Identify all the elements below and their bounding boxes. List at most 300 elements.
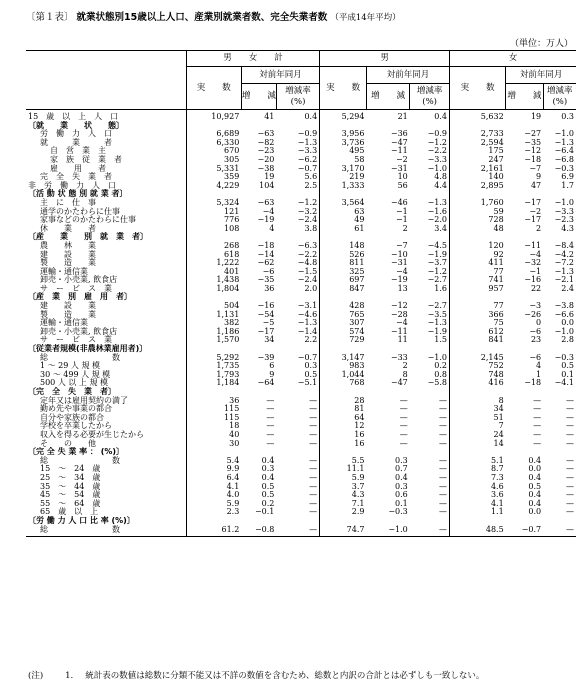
table-cell: −19 <box>390 275 408 285</box>
table-cell: −4.8 <box>297 258 318 268</box>
table-cell: 2.2 <box>304 335 318 345</box>
table-cell: −1.3 <box>554 266 574 276</box>
table-cell: 1,186 <box>186 328 241 337</box>
table-cell: — <box>566 524 574 534</box>
table-cell: 1,793 <box>186 371 241 380</box>
table-cell: 18 <box>186 422 241 431</box>
table-cell: 1,044 <box>320 371 367 380</box>
header-change-total: 増 減 <box>241 84 276 110</box>
table-cell: 74.7 <box>320 526 367 537</box>
table-cell: −12 <box>390 301 408 311</box>
table-cell: 5,331 <box>186 165 241 174</box>
table-cell: 5.5 <box>320 457 367 466</box>
table-cell: 40 <box>186 431 241 440</box>
table-cell: −8.4 <box>554 240 574 250</box>
table-cell: −14 <box>257 249 275 259</box>
table-cell: 8 <box>402 369 408 379</box>
table-cell: 0.5 <box>261 490 275 500</box>
table-cell: 2.8 <box>561 335 574 345</box>
table-cell: 2 <box>402 223 408 233</box>
table-cell: 1.7 <box>561 180 574 190</box>
section-label: 〔活 動 状 態 別 就 業 者〕 <box>28 189 128 199</box>
table-cell: 0.0 <box>528 464 542 474</box>
table-cell: — <box>566 481 574 491</box>
table-cell: 3.7 <box>320 483 367 492</box>
table-cell: −3.3 <box>297 146 318 156</box>
row-label: 総 数 <box>40 524 120 534</box>
table-cell: −5.1 <box>297 378 318 388</box>
table-cell: — <box>439 524 448 534</box>
table-cell: 411 <box>450 259 506 268</box>
table-cell: 4 <box>269 223 275 233</box>
table-cell: 120 <box>450 242 506 251</box>
table-cell: −6.2 <box>297 154 318 164</box>
table-cell: −0.9 <box>427 129 448 139</box>
table-cell: −6 <box>262 266 275 276</box>
table-cell: — <box>309 498 318 508</box>
table-cell: −0.7 <box>521 524 542 534</box>
table-cell: −7.2 <box>554 258 574 268</box>
table-cell: 0.0 <box>561 318 574 328</box>
table-cell: 115 <box>186 414 241 423</box>
table-cell: 49 <box>320 216 367 225</box>
table-cell: 526 <box>320 251 367 260</box>
table-cell: 0.1 <box>395 498 408 508</box>
row-label: 定年又は雇用契約の満了 <box>40 395 128 405</box>
row-label: 25 〜 34 歳 <box>40 472 101 482</box>
table-cell: 2,895 <box>450 182 506 191</box>
table-cell: 34 <box>264 335 275 345</box>
table-cell: 697 <box>320 276 367 285</box>
table-cell: −4 <box>395 266 408 276</box>
table-cell: −35 <box>257 275 275 285</box>
row-label: 運輸・通信業 <box>40 266 88 276</box>
table-cell: 22 <box>530 283 542 293</box>
table-cell: — <box>309 507 318 517</box>
table-cell: −0.7 <box>297 352 318 362</box>
table-cell: −20 <box>257 154 275 164</box>
table-cell: 0.5 <box>528 481 542 491</box>
header-blank <box>26 51 186 110</box>
row-label: サ ー ビ ス 業 <box>40 283 112 293</box>
table-cell: 41 <box>264 112 275 121</box>
table-cell: — <box>309 438 318 448</box>
row-label: 製 造 業 <box>40 309 96 319</box>
row-label: 建 設 業 <box>40 249 96 259</box>
table-cell: −4.5 <box>427 240 448 250</box>
row-label: 非 労 働 力 人 口 <box>28 180 116 190</box>
table-cell: — <box>566 438 574 448</box>
footnote-prefix: (注) <box>28 671 44 681</box>
header-actual-male: 実 数 <box>320 67 367 110</box>
table-cell: 4.3 <box>320 491 367 500</box>
table-cell: −1 <box>529 266 542 276</box>
table-cell: 2,594 <box>450 139 506 148</box>
table-cell: 36 <box>186 397 241 406</box>
table-cell: — <box>439 421 448 431</box>
table-cell: 5,292 <box>186 354 241 363</box>
table-cell: — <box>266 421 275 431</box>
table-cell: −2 <box>395 154 408 164</box>
table-cell: 5,632 <box>450 110 506 122</box>
table-cell: 776 <box>186 216 241 225</box>
row-label: 通学のかたわらに仕事 <box>40 206 120 216</box>
table-cell: 5,294 <box>320 110 367 122</box>
table-cell: 58 <box>320 156 367 165</box>
row-label: 30 〜 499 人 規 模 <box>40 369 111 379</box>
table-cell: −4.6 <box>297 309 318 319</box>
table-cell: 2,161 <box>450 165 506 174</box>
table-cell: 0.4 <box>528 472 542 482</box>
row-label: 製 造 業 <box>40 258 96 268</box>
row-label: 15 歳 以 上 人 口 <box>28 112 119 121</box>
table-cell: 1.6 <box>434 283 448 293</box>
table-cell: 5,324 <box>186 199 241 208</box>
table-cell: — <box>266 404 275 414</box>
table-cell: −1.3 <box>427 197 448 207</box>
table-cell: 48.5 <box>450 526 506 537</box>
table-cell: 618 <box>186 251 241 260</box>
table-cell: 1.1 <box>450 508 506 517</box>
table-cell: 3.8 <box>304 223 318 233</box>
table-cell: −2 <box>529 206 542 216</box>
table-cell: 2.5 <box>304 180 318 190</box>
table-cell: −1.9 <box>427 326 448 336</box>
table-cell: 0.5 <box>261 481 275 491</box>
table-cell: — <box>533 395 542 405</box>
table-cell: −3.5 <box>427 309 448 319</box>
table-cell: — <box>399 421 408 431</box>
table-cell: 0.3 <box>561 112 574 121</box>
table-cell: −0.8 <box>254 524 275 534</box>
table-cell: 811 <box>320 259 367 268</box>
table-cell: 10,927 <box>186 110 241 122</box>
table-title-period: （平成14年平均） <box>330 13 401 23</box>
table-cell: 0.7 <box>395 464 408 474</box>
table-cell: — <box>439 472 448 482</box>
table-cell: — <box>309 455 318 465</box>
table-cell: 0.6 <box>395 490 408 500</box>
row-label: 就 業 者 <box>40 137 112 147</box>
table-cell: 0.5 <box>561 361 574 371</box>
row-label: 勤め先や事業の都合 <box>40 404 112 414</box>
row-label: 農 林 業 <box>40 240 96 250</box>
table-cell: 13 <box>397 283 408 293</box>
table-cell: −18 <box>524 154 542 164</box>
table-cell: −1.0 <box>554 129 574 139</box>
table-cell: 4 <box>536 361 542 371</box>
table-cell: 8.7 <box>450 465 506 474</box>
table-cell: 2.4 <box>561 283 574 293</box>
table-cell: 416 <box>450 379 506 388</box>
table-cell: 3,147 <box>320 354 367 363</box>
header-actual-total: 実 数 <box>186 67 241 110</box>
row-label: 総 数 <box>40 352 120 362</box>
unit-label: （単位：万人） <box>509 39 573 49</box>
row-label: サ ー ビ ス 業 <box>40 335 112 345</box>
table-cell: — <box>309 412 318 422</box>
table-cell <box>450 388 506 397</box>
table-cell: −2.3 <box>554 215 574 225</box>
table-number: 〔第１表〕 <box>26 12 74 23</box>
table-cell: 0.3 <box>395 455 408 465</box>
table-cell: 5.9 <box>186 500 241 509</box>
table-cell: 1.5 <box>434 335 448 345</box>
table-cell: −36 <box>390 129 408 139</box>
table-cell: 24 <box>450 431 506 440</box>
table-cell: 2 <box>536 223 542 233</box>
table-cell: −38 <box>257 163 275 173</box>
table-cell: — <box>439 490 448 500</box>
row-label: 総 数 <box>40 455 120 465</box>
footnote-number: 1. <box>65 671 74 681</box>
table-cell: −2.1 <box>554 275 574 285</box>
table-cell: −11 <box>390 326 408 336</box>
header-yoy-female: 対前年同月 <box>506 67 576 84</box>
table-cell: 19 <box>264 172 275 182</box>
table-cell: −1.0 <box>388 524 408 534</box>
table-cell: −2.2 <box>297 249 318 259</box>
table-cell: 2,733 <box>450 130 506 139</box>
section-label: 〔就 業 状 態〕 <box>28 120 124 130</box>
table-cell: −10 <box>390 249 408 259</box>
table-cell: 1,222 <box>186 259 241 268</box>
header-change-female: 増 減 <box>506 84 543 110</box>
table-cell: 0.4 <box>304 112 318 121</box>
row-label: 自分や家族の都合 <box>40 412 104 422</box>
table-cell: 0.3 <box>395 481 408 491</box>
table-cell: 670 <box>186 147 241 156</box>
table-cell: −1.5 <box>297 266 318 276</box>
table-cell: — <box>566 507 574 517</box>
table-cell: — <box>309 524 318 534</box>
table-cell: 0.1 <box>561 369 574 379</box>
table-cell: −1.3 <box>297 137 318 147</box>
table-cell: — <box>566 412 574 422</box>
table-cell: 4.0 <box>186 491 241 500</box>
table-cell: 748 <box>450 371 506 380</box>
header-female: 女 <box>450 51 576 67</box>
table-cell: 6.4 <box>186 474 241 483</box>
table-cell: −1 <box>395 215 408 225</box>
table-cell: — <box>439 498 448 508</box>
table-cell: 56 <box>397 180 408 190</box>
table-cell: 1,438 <box>186 276 241 285</box>
table-cell: 121 <box>186 208 241 217</box>
table-cell: 148 <box>320 242 367 251</box>
table-cell: 4.8 <box>434 172 448 182</box>
table-cell: — <box>266 412 275 422</box>
row-label: 雇 用 者 <box>50 163 106 173</box>
row-label: 65 歳 以 上 <box>40 507 99 517</box>
table-cell: −7 <box>395 240 408 250</box>
header-change-male: 増 減 <box>366 84 409 110</box>
table-cell: — <box>309 464 318 474</box>
table-cell: −18 <box>524 378 542 388</box>
table-cell: 765 <box>320 311 367 320</box>
table-cell: −47 <box>390 378 408 388</box>
table-cell: 2.3 <box>186 508 241 517</box>
table-cell: 61 <box>320 225 367 234</box>
table-cell: 11 <box>397 335 408 345</box>
table-cell: — <box>533 404 542 414</box>
header-rate-male: 増減率 (%) <box>410 84 450 110</box>
table-cell: 428 <box>320 302 367 311</box>
table-cell: 382 <box>186 319 241 328</box>
table-cell: −32 <box>524 258 542 268</box>
table-cell: 366 <box>450 311 506 320</box>
table-cell: — <box>439 464 448 474</box>
table-row <box>26 526 576 537</box>
table-cell: 847 <box>320 285 367 294</box>
table-cell: — <box>566 498 574 508</box>
table-cell: — <box>566 395 574 405</box>
table-cell: 3,170 <box>320 165 367 174</box>
table-cell: −3.7 <box>427 258 448 268</box>
row-label: 35 〜 44 歳 <box>40 481 101 491</box>
table-cell: 4.1 <box>186 483 241 492</box>
table-cell: −39 <box>257 352 275 362</box>
table-cell: 7.1 <box>320 500 367 509</box>
table-cell: −2.7 <box>427 301 448 311</box>
section-label: 〔産 業 別 就 業 者〕 <box>28 232 148 242</box>
table-cell: — <box>399 404 408 414</box>
table-cell: 0.3 <box>304 361 318 371</box>
table-cell: −1.3 <box>427 318 448 328</box>
table-cell: −82 <box>257 137 275 147</box>
table-cell: 108 <box>186 225 241 234</box>
table-cell: 92 <box>450 251 506 260</box>
table-cell: −31 <box>390 258 408 268</box>
table-cell: −1.0 <box>427 163 448 173</box>
table-cell: — <box>566 490 574 500</box>
table-cell: 504 <box>186 302 241 311</box>
table-cell: — <box>566 429 574 439</box>
table-cell: 268 <box>186 242 241 251</box>
table-cell: 574 <box>320 328 367 337</box>
table-title-main: 就業状態別15歳以上人口、産業別就業者数、完全失業者数 <box>76 12 328 23</box>
table-cell: — <box>309 481 318 491</box>
table-cell: −1 <box>395 206 408 216</box>
row-label: 自 営 業 主 <box>50 146 106 156</box>
table-cell: 752 <box>450 362 506 371</box>
table-cell: 77 <box>450 268 506 277</box>
table-cell: 359 <box>186 173 241 182</box>
table-cell: −46 <box>390 197 408 207</box>
table-cell: — <box>566 472 574 482</box>
table-cell: 9.9 <box>186 465 241 474</box>
table-cell: 307 <box>320 319 367 328</box>
table-cell: −2.2 <box>427 146 448 156</box>
table-cell: −3 <box>529 301 542 311</box>
table-cell: −1.0 <box>554 197 574 207</box>
table-cell: −6.4 <box>554 146 574 156</box>
table-cell: 983 <box>320 362 367 371</box>
table-cell: 1 <box>536 369 542 379</box>
table-cell: −1.2 <box>427 137 448 147</box>
table-cell: — <box>399 438 408 448</box>
table-cell: −0.9 <box>297 129 318 139</box>
table-cell: 6,689 <box>186 130 241 139</box>
table-cell: 0.8 <box>434 369 448 379</box>
table-cell: 175 <box>450 147 506 156</box>
table-cell: 728 <box>450 216 506 225</box>
table-cell: 115 <box>186 405 241 414</box>
table-cell: — <box>266 438 275 448</box>
table-cell: 23 <box>530 335 542 345</box>
table-cell: −4 <box>262 206 275 216</box>
table-cell: −17 <box>257 326 275 336</box>
table-cell: 2,145 <box>450 354 506 363</box>
table-cell: −2.4 <box>297 275 318 285</box>
row-label: 45 〜 54 歳 <box>40 490 101 500</box>
table-cell: 5.1 <box>450 457 506 466</box>
table-cell: 841 <box>450 336 506 345</box>
section-label: 〔完 全 失 業 率 ： (%)〕 <box>28 447 125 457</box>
table-cell: 957 <box>450 285 506 294</box>
table-cell: −6 <box>529 326 542 336</box>
table-cell: — <box>439 412 448 422</box>
table-cell: −0.1 <box>254 507 275 517</box>
table-cell: −62 <box>257 258 275 268</box>
table-cell: 3,736 <box>320 139 367 148</box>
table-cell: 3.4 <box>434 223 448 233</box>
table-cell: 9 <box>269 369 275 379</box>
table-cell: −5 <box>262 318 275 328</box>
table-cell: 4.6 <box>450 483 506 492</box>
table-cell: — <box>439 404 448 414</box>
table-cell: −4 <box>529 249 542 259</box>
table-cell: −0.3 <box>554 163 574 173</box>
table-cell: 1,735 <box>186 362 241 371</box>
table-cell: 51 <box>450 414 506 423</box>
table-cell: −2.0 <box>427 215 448 225</box>
row-label: 家事などのかたわらに仕事 <box>40 215 136 225</box>
table-cell: −4.1 <box>554 378 574 388</box>
table-cell: −2.7 <box>427 275 448 285</box>
table-cell: 6 <box>269 361 275 371</box>
table-cell: 64 <box>320 414 367 423</box>
table-cell: −1.3 <box>297 318 318 328</box>
table-cell: 12 <box>320 422 367 431</box>
row-label: 卸売・小売業, 飲食店 <box>40 275 118 285</box>
table-cell: 140 <box>450 173 506 182</box>
table-cell: 6.9 <box>561 172 574 182</box>
table-cell: −2.4 <box>297 215 318 225</box>
section-label: 〔労 働 力 人 口 比 率 (%)〕 <box>28 515 135 525</box>
table-cell: — <box>266 429 275 439</box>
table-cell: −1.6 <box>427 206 448 216</box>
row-label: 完 全 失 業 者 <box>40 172 112 182</box>
row-label: 運輸・通信業 <box>40 318 88 328</box>
table-cell: 30 <box>186 440 241 449</box>
row-label: 家 族 従 業 者 <box>50 154 122 164</box>
table-cell: — <box>439 395 448 405</box>
table-cell: 0.4 <box>528 498 542 508</box>
header-rate-total: 増減率 (%) <box>276 84 319 110</box>
table-cell: 0.4 <box>261 472 275 482</box>
table-cell: 0.3 <box>261 464 275 474</box>
section-label: 〔産 業 別 雇 用 者〕 <box>28 292 132 302</box>
table-cell: −1.3 <box>554 137 574 147</box>
table-cell: 48 <box>450 225 506 234</box>
table-cell: 81 <box>320 405 367 414</box>
table-cell: 77 <box>450 302 506 311</box>
table-cell: — <box>533 412 542 422</box>
table-cell: 7.3 <box>450 474 506 483</box>
table-cell: 0.2 <box>261 498 275 508</box>
table-cell: 4,229 <box>186 182 241 191</box>
